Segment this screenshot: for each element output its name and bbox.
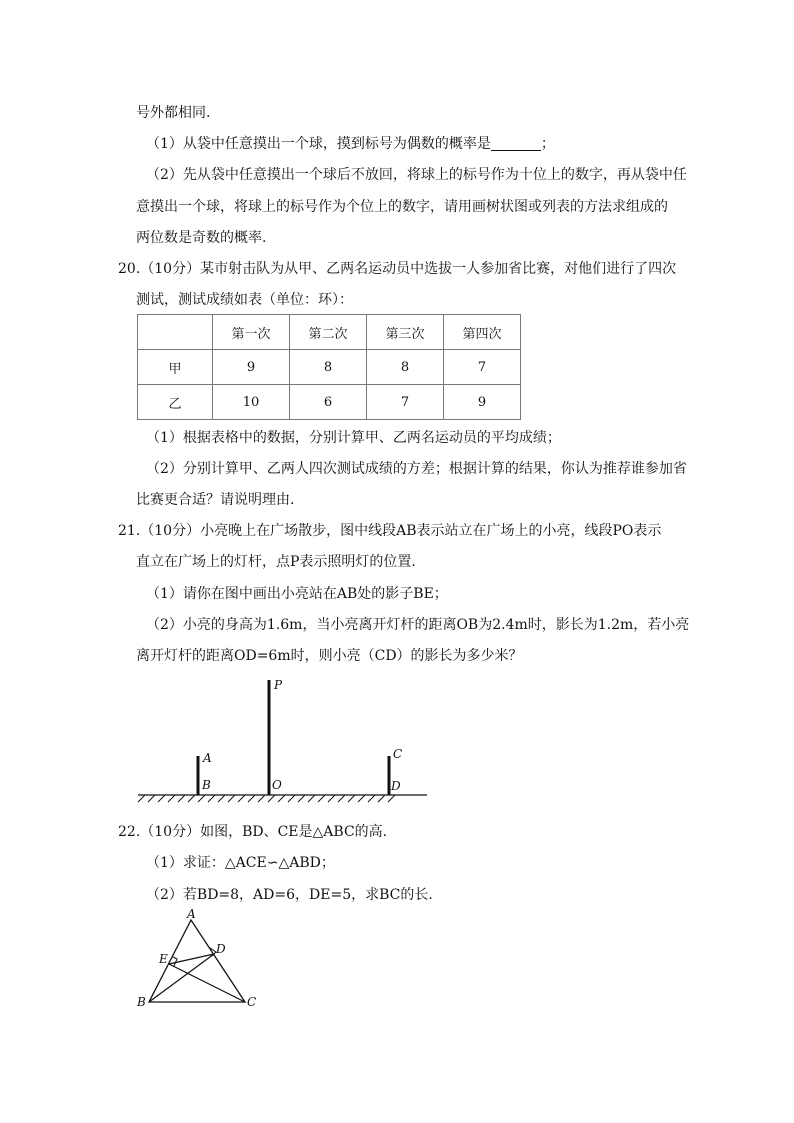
table-header-cell: 第二次 [290, 315, 367, 350]
q19-part1-text: （1）从袋中任意摸出一个球，摸到标号为偶数的概率是 [146, 136, 491, 152]
table-cell: 8 [290, 350, 367, 385]
q21-stem-line2: 直立在广场上的灯杆，点P表示照明灯的位置. [136, 554, 416, 570]
q21-part2-line1: （2）小亮的身高为1.6m，当小亮离开灯杆的距离OB为2.4m时，影长为1.2m，若小亮 [146, 617, 690, 633]
q20-stem-line1: 20.（10分）某市射击队为从甲、乙两名运动员中选拔一人参加省比赛，对他们进行了四次 [118, 261, 677, 277]
q22-part2: （2）若BD=8，AD=6，DE=5，求BC的长. [146, 887, 433, 903]
lamp-post-figure [135, 675, 435, 805]
table-cell: 8 [367, 350, 444, 385]
q19-part1 [146, 135, 555, 153]
table-cell: 9 [444, 385, 521, 420]
label-a: A [187, 907, 196, 921]
altitude-ce [169, 964, 245, 1002]
q20-part2-line2: 比赛更合适？请说明理由. [136, 492, 295, 508]
q20-part1: （1）根据表格中的数据，分别计算甲、乙两名运动员的平均成绩； [146, 430, 561, 446]
table-row [138, 385, 521, 420]
q21-part2-line2: 离开灯杆的距离OD=6m时，则小亮（CD）的影长为多少米？ [136, 648, 523, 664]
triangle-figure [130, 908, 270, 1018]
right-angle-mark-e [173, 957, 177, 966]
answer-blank[interactable] [491, 136, 541, 151]
table-cell: 10 [213, 385, 290, 420]
label-p: P [274, 678, 283, 692]
table-cell: 乙 [138, 385, 213, 420]
table-cell: 7 [444, 350, 521, 385]
label-e: E [159, 952, 168, 966]
q19-intro-tail: 号外都相同. [136, 105, 211, 121]
table-cell: 6 [290, 385, 367, 420]
q21-part1: （1）请你在图中画出小亮站在AB处的影子BE； [146, 586, 448, 602]
q20-stem-line2: 测试，测试成绩如表（单位：环）： [136, 292, 353, 308]
table-header-cell: 第一次 [213, 315, 290, 350]
label-d: D [391, 779, 401, 793]
table-cell: 甲 [138, 350, 213, 385]
table-row [138, 350, 521, 385]
table-header-row [138, 315, 521, 350]
label-b: B [202, 778, 211, 792]
q21-stem-line1: 21.（10分）小亮晚上在广场散步，图中线段AB表示站立在广场上的小亮，线段PO表示 [118, 523, 662, 539]
label-c: C [247, 995, 257, 1009]
q20-part2-line1: （2）分别计算甲、乙两人四次测试成绩的方差；根据计算的结果，你认为推荐谁参加省 [146, 461, 687, 477]
q19-part1-end: ； [540, 136, 555, 152]
label-c: C [393, 747, 403, 761]
table-header-cell [138, 315, 213, 350]
q22-part1: （1）求证：△ACE∽△ABD； [146, 855, 335, 871]
table-cell: 7 [367, 385, 444, 420]
label-a: A [203, 751, 212, 765]
score-table [137, 314, 521, 420]
ground-hatching [138, 795, 395, 802]
table-cell: 9 [213, 350, 290, 385]
q19-part2-line1: （2）先从袋中任意摸出一个球后不放回，将球上的标号作为十位上的数字，再从袋中任 [146, 167, 687, 183]
q22-stem: 22.（10分）如图，BD、CE是△ABC的高. [118, 824, 388, 840]
table-header-cell: 第三次 [367, 315, 444, 350]
q19-part2-line3: 两位数是奇数的概率. [136, 230, 267, 246]
label-o: O [272, 778, 282, 792]
table-header-cell: 第四次 [444, 315, 521, 350]
label-b: B [137, 995, 146, 1009]
q19-part2-line2: 意摸出一个球，将球上的标号作为个位上的数字，请用画树状图或列表的方法求组成的 [136, 199, 668, 215]
label-d: D [216, 942, 226, 956]
